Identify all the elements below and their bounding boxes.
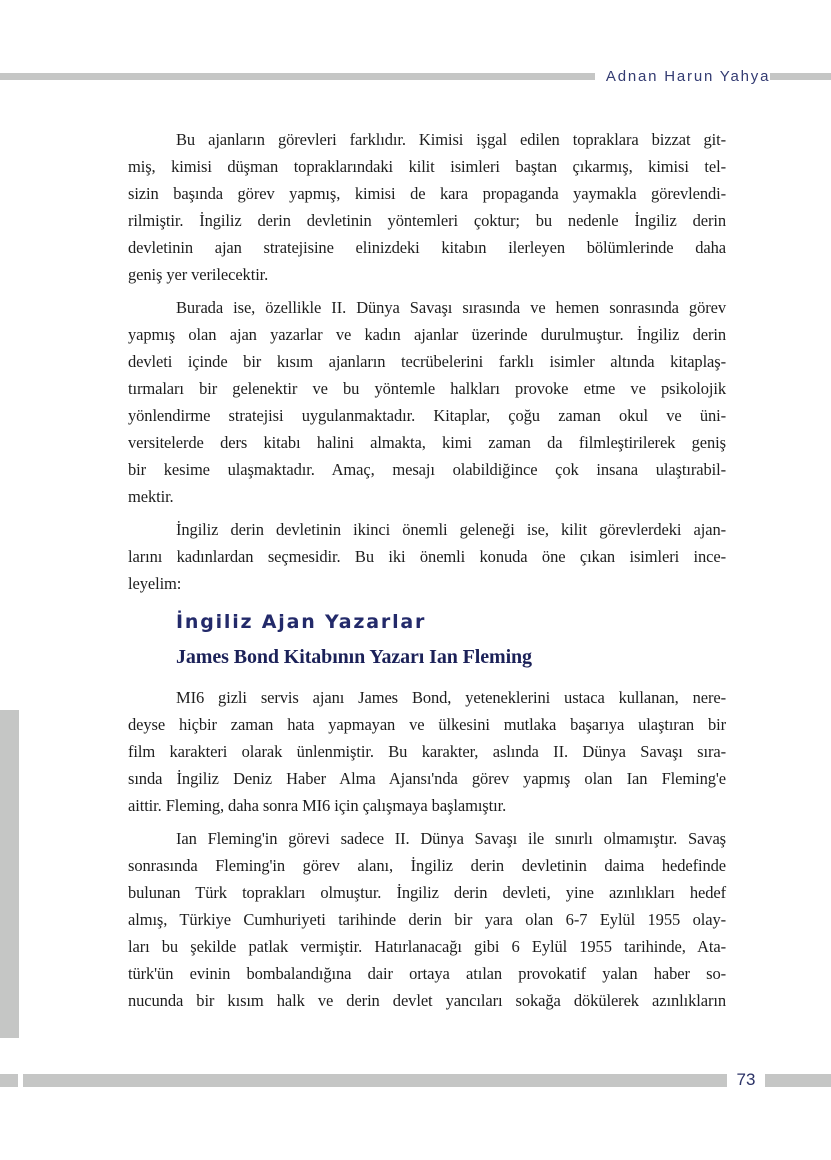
text-line: sonrasında Fleming'in görev alanı, İngiliz derin devletinin daima hedefinde: [128, 856, 726, 875]
page-footer: [0, 1070, 831, 1089]
sub-heading: James Bond Kitabının Yazarı Ian Fleming: [176, 646, 532, 668]
paragraph: [128, 684, 726, 819]
text-line: mektir.: [128, 487, 174, 506]
text-line: sında İngiliz Deniz Haber Alma Ajansı'nda görev yapmış olan Ian Fleming'e: [128, 769, 726, 788]
text-line: devleti içinde bir kısım ajanların tecrübelerini farklı isimler altında kitaplaş-: [128, 352, 726, 371]
text-line: devletinin ajan stratejisine elinizdeki kitabın ilerleyen bölümlerinde daha: [128, 238, 726, 257]
text-line: bulunan Türk toprakları olmuştur. İngiliz derin devleti, yine azınlıkları hedef: [128, 883, 726, 902]
text-line: MI6 gizli servis ajanı James Bond, yeteneklerini ustaca kullanan, nere-: [176, 688, 726, 707]
text-line: rilmiştir. İngiliz derin devletinin yöntemleri çoktur; bu nedenle İngiliz derin: [128, 211, 726, 230]
text-line: bir kesime ulaşmaktadır. Amaç, mesajı olabildiğince çok insana ulaştırabil-: [128, 460, 726, 479]
text-line: geniş yer verilecektir.: [128, 265, 269, 284]
footer-rule-cap: [0, 1074, 18, 1087]
text-line: leyelim:: [128, 574, 182, 593]
text-line: İngiliz derin devletinin ikinci önemli geleneği ise, kilit görevlerdeki ajan-: [176, 520, 726, 539]
text-line: nucunda bir kısım halk ve derin devlet yancıları sokağa dökülerek azınlıkların: [128, 991, 726, 1010]
text-line: film karakteri olarak ünlenmiştir. Bu karakter, aslında II. Dünya Savaşı sıra-: [128, 742, 726, 761]
header-rule-left: [0, 73, 595, 80]
text-line: Bu ajanların görevleri farklıdır. Kimisi işgal edilen topraklara bizzat git-: [176, 130, 726, 149]
paragraph: [128, 516, 726, 597]
text-line: aittir. Fleming, daha sonra MI6 için çalışmaya başlamıştır.: [128, 796, 507, 815]
footer-rule-left: [23, 1074, 727, 1087]
text-line: deyse hiçbir zaman hata yapmayan ve ülkesini mutlaka başarıya ulaştıran bir: [128, 715, 726, 734]
page-header: [0, 66, 831, 87]
text-line: tırmaları bir gelenektir ve bu yöntemle halkları provoke etme ve psikolojik: [128, 379, 726, 398]
text-line: larını kadınlardan seçmesidir. Bu iki önemli konuda öne çıkan isimleri ince-: [128, 547, 726, 566]
text-line: versitelerde ders kitabı halini almakta, kimi zaman da filmleştirilerek geniş: [128, 433, 726, 452]
text-line: almış, Türkiye Cumhuriyeti tarihinde derin bir yara olan 6-7 Eylül 1955 olay-: [128, 910, 726, 929]
text-line: miş, kimisi düşman topraklarındaki kilit isimleri baştan çıkarmış, kimisi tel-: [128, 157, 726, 176]
body-text: [128, 126, 726, 1020]
paragraph: [128, 825, 726, 1014]
paragraph: [128, 126, 726, 288]
text-line: yönlendirme stratejisi uygulanmaktadır. Kitaplar, çoğu zaman okul ve üni-: [128, 406, 726, 425]
running-head-author: Adnan Harun Yahya: [605, 68, 771, 85]
text-line: türk'ün evinin bombalandığına dair ortaya atılan provokatif yalan haber so-: [128, 964, 726, 983]
text-line: ları bu şekilde patlak vermiştir. Hatırlanacağı gibi 6 Eylül 1955 tarihinde, Ata-: [128, 937, 726, 956]
text-line: Ian Fleming'in görevi sadece II. Dünya Savaşı ile sınırlı olmamıştır. Savaş: [176, 829, 726, 848]
footer-rule-right: [765, 1074, 831, 1087]
text-line: Burada ise, özellikle II. Dünya Savaşı sırasında ve hemen sonrasında görev: [176, 298, 726, 317]
text-line: sizin başında görev yapmış, kimisi de kara propaganda yaymakla görevlendi-: [128, 184, 726, 203]
text-line: yapmış olan ajan yazarlar ve kadın ajanlar üzerinde durulmuştur. İngiliz derin: [128, 325, 726, 344]
page-number: 73: [736, 1070, 756, 1089]
left-accent-bar: [0, 710, 19, 1038]
section-heading: İngiliz Ajan Yazarlar: [176, 611, 427, 633]
paragraph: [128, 294, 726, 510]
header-rule-right: [770, 73, 831, 80]
